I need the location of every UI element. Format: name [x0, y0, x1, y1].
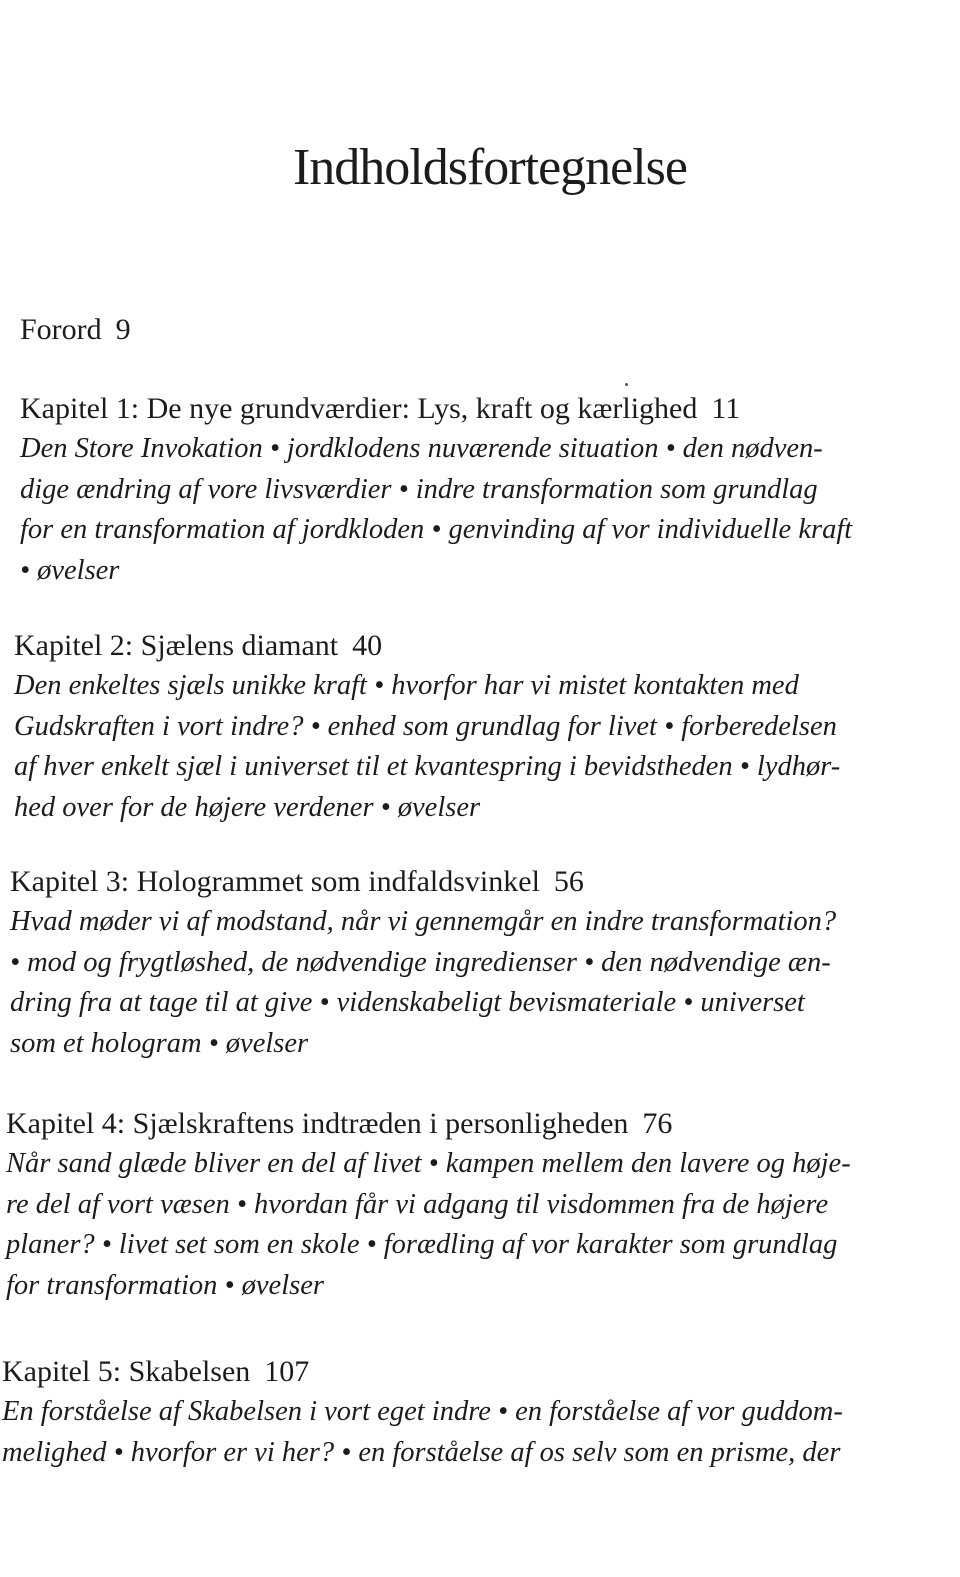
toc-heading	[20, 389, 880, 429]
toc-heading	[2, 1352, 862, 1392]
toc-entry-chapter-2	[14, 626, 874, 828]
toc-heading-text: Forord	[20, 313, 102, 346]
toc-heading	[14, 626, 874, 666]
toc-page-number: 40	[352, 629, 383, 662]
toc-entry-chapter-3	[10, 862, 870, 1064]
toc-page-number: 9	[115, 313, 131, 346]
toc-page-number: 107	[264, 1355, 310, 1388]
scan-speck	[625, 383, 628, 386]
toc-heading-text: Kapitel 3: Hologrammet som indfaldsvinkel	[10, 865, 540, 898]
toc-heading-text: Kapitel 2: Sjælens diamant	[14, 629, 339, 662]
page-title: Indholdsfortegnelse	[292, 139, 687, 196]
toc-heading-text: Kapitel 4: Sjælskraftens indtræden i personligheden	[6, 1107, 629, 1140]
toc-heading-text: Kapitel 5: Skabelsen	[2, 1355, 251, 1388]
toc-page-number: 76	[642, 1107, 673, 1140]
toc-heading	[10, 862, 870, 902]
toc-heading	[20, 310, 880, 350]
toc-heading-text: Kapitel 1: De nye grundværdier: Lys, kraft og kærlighed	[20, 392, 698, 425]
toc-description: Hvad møder vi af modstand, når vi gennemgår en indre transformation? • mod og frygtløshed, de nødvendige ingredienser • den nødvendige æn- dring fra at tage til at give • videnskabeligt bevismateriale • universet som et hologram • øvelser	[10, 906, 837, 1059]
toc-description: Den Store Invokation • jordklodens nuværende situation • den nødven- dige ændring af vore livsværdier • indre transformation som grundlag for en transformation af jordkloden • genvinding af vor individuelle kraft • øvelser	[20, 433, 853, 586]
toc-entry-chapter-5	[2, 1352, 862, 1473]
toc-heading	[6, 1104, 866, 1144]
toc-description: Den enkeltes sjæls unikke kraft • hvorfor har vi mistet kontakten med Gudskraften i vort indre? • enhed som grundlag for livet • forberedelsen af hver enkelt sjæl i universet til et kvantespring i bevidstheden • lydhør- hed over for de højere verdener • øvelser	[14, 670, 841, 823]
toc-entry-foreword	[20, 310, 880, 350]
toc-page-number: 11	[711, 392, 741, 425]
toc-entry-chapter-1	[20, 389, 880, 591]
toc-entry-chapter-4	[6, 1104, 866, 1306]
toc-description: En forståelse af Skabelsen i vort eget indre • en forståelse af vor guddom- melighed • hvorfor er vi her? • en forståelse af os selv som en prisme, der	[2, 1396, 843, 1468]
toc-description: Når sand glæde bliver en del af livet • kampen mellem den lavere og høje- re del af vort væsen • hvordan får vi adgang til visdommen fra de højere planer? • livet set som en skole • forædling af vor karakter som grundlag for transformation • øvelser	[6, 1148, 851, 1301]
toc-page-number: 56	[553, 865, 584, 898]
